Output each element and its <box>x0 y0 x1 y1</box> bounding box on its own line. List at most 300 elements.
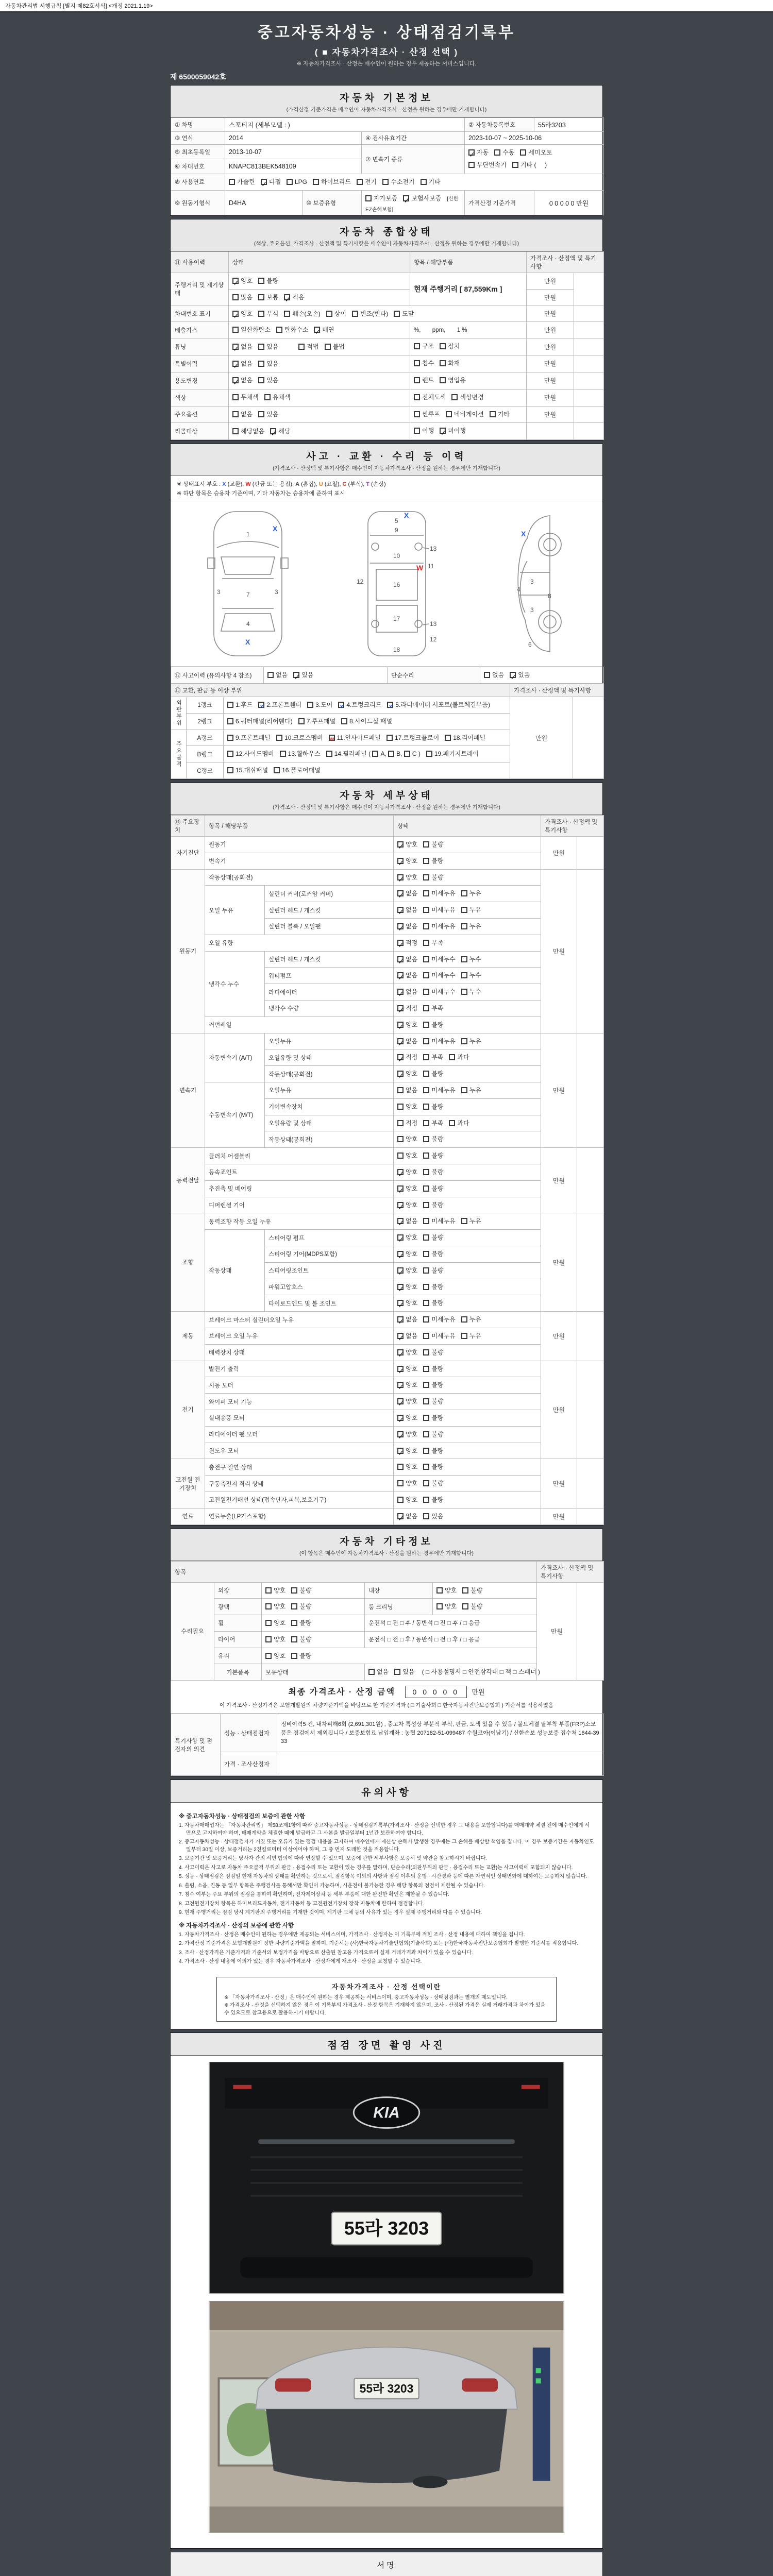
checkbox[interactable] <box>423 1218 429 1224</box>
checkbox[interactable] <box>291 1620 297 1626</box>
checkbox-option[interactable] <box>414 341 434 353</box>
checkbox-option[interactable] <box>484 669 504 681</box>
checkbox-option[interactable] <box>423 1396 443 1408</box>
checkbox[interactable] <box>423 1464 429 1470</box>
checkbox[interactable] <box>397 923 404 929</box>
checkbox[interactable] <box>397 1251 404 1257</box>
checkbox-option[interactable] <box>423 1036 455 1047</box>
checkbox-option[interactable] <box>423 1297 443 1309</box>
checkbox[interactable] <box>313 179 319 185</box>
checkbox[interactable] <box>414 360 420 366</box>
checkbox[interactable] <box>461 907 467 913</box>
checkbox-option[interactable] <box>314 324 334 336</box>
checkbox-option[interactable] <box>397 1068 417 1080</box>
checkbox-option[interactable] <box>461 888 481 900</box>
checkbox[interactable] <box>512 162 518 168</box>
checkbox[interactable] <box>276 735 282 741</box>
checkbox-option[interactable] <box>397 954 417 965</box>
checkbox-option[interactable] <box>232 358 253 370</box>
checkbox[interactable] <box>440 377 446 383</box>
checkbox[interactable] <box>423 923 429 929</box>
checkbox[interactable] <box>414 343 420 349</box>
checkbox[interactable] <box>494 149 500 156</box>
checkbox-option[interactable]: 14.필러패널 ( A, B, C ) <box>326 748 421 760</box>
checkbox[interactable] <box>423 890 429 896</box>
checkbox[interactable] <box>265 1636 272 1642</box>
checkbox[interactable] <box>326 751 332 757</box>
checkbox-option[interactable] <box>512 159 547 172</box>
checkbox[interactable] <box>232 428 239 434</box>
checkbox-option[interactable] <box>326 308 346 320</box>
checkbox[interactable] <box>232 361 239 367</box>
checkbox-option[interactable] <box>423 839 443 851</box>
checkbox[interactable] <box>423 1448 429 1454</box>
checkbox[interactable] <box>265 1587 272 1594</box>
checkbox-option[interactable] <box>258 409 278 420</box>
checkbox-option[interactable] <box>423 937 443 949</box>
checkbox-option[interactable] <box>397 1314 417 1326</box>
checkbox-option[interactable] <box>394 1666 414 1678</box>
checkbox[interactable] <box>291 1587 297 1594</box>
checkbox-option[interactable] <box>270 426 290 437</box>
checkbox-option[interactable] <box>291 1650 311 1662</box>
checkbox-option[interactable] <box>232 275 253 287</box>
checkbox[interactable] <box>462 1587 468 1594</box>
checkbox[interactable] <box>388 751 394 757</box>
checkbox[interactable] <box>325 344 331 350</box>
checkbox-option[interactable] <box>280 748 321 760</box>
checkbox-option[interactable] <box>232 324 271 336</box>
checkbox[interactable] <box>423 940 429 946</box>
checkbox-option[interactable] <box>397 1265 417 1277</box>
checkbox-option[interactable] <box>461 1036 481 1047</box>
checkbox[interactable] <box>387 702 393 708</box>
checkbox[interactable] <box>382 179 389 185</box>
checkbox-option[interactable] <box>382 176 414 189</box>
checkbox-option[interactable] <box>232 409 253 420</box>
checkbox[interactable] <box>397 1185 404 1192</box>
checkbox[interactable] <box>232 411 239 417</box>
checkbox-option[interactable] <box>298 716 335 727</box>
checkbox-option[interactable] <box>298 341 318 353</box>
checkbox[interactable] <box>397 1464 404 1470</box>
checkbox-option[interactable] <box>397 1183 417 1195</box>
checkbox-option[interactable] <box>264 392 291 403</box>
checkbox[interactable] <box>397 1513 404 1519</box>
checkbox-option[interactable] <box>397 1494 417 1506</box>
checkbox-option[interactable] <box>423 1379 443 1391</box>
checkbox-option[interactable] <box>397 1461 417 1473</box>
checkbox-option[interactable] <box>423 986 455 998</box>
checkbox-option[interactable] <box>397 1330 417 1342</box>
checkbox[interactable] <box>397 1218 404 1224</box>
checkbox-option[interactable] <box>461 986 481 998</box>
checkbox-option[interactable] <box>423 921 455 933</box>
checkbox[interactable] <box>291 1636 297 1642</box>
checkbox[interactable] <box>276 327 282 333</box>
checkbox[interactable] <box>258 294 264 300</box>
checkbox-option[interactable] <box>461 970 481 981</box>
checkbox[interactable] <box>423 956 429 962</box>
checkbox[interactable] <box>423 1300 429 1306</box>
checkbox-option[interactable] <box>287 176 307 189</box>
checkbox[interactable] <box>270 428 276 434</box>
checkbox-option[interactable] <box>414 375 434 387</box>
checkbox-option[interactable] <box>414 425 434 437</box>
checkbox[interactable] <box>440 360 446 366</box>
checkbox-option[interactable] <box>397 1003 417 1014</box>
checkbox[interactable] <box>397 1448 404 1454</box>
checkbox-option[interactable] <box>423 1166 443 1178</box>
checkbox[interactable] <box>267 672 274 678</box>
checkbox-option[interactable] <box>414 409 440 421</box>
checkbox[interactable] <box>287 179 293 185</box>
checkbox-option[interactable] <box>291 1617 311 1629</box>
checkbox[interactable] <box>414 394 420 400</box>
checkbox[interactable] <box>446 411 452 417</box>
checkbox-option[interactable] <box>423 1183 443 1195</box>
checkbox-option[interactable] <box>423 1363 443 1375</box>
checkbox-option[interactable] <box>258 292 278 303</box>
checkbox-option[interactable] <box>461 1314 481 1326</box>
checkbox[interactable] <box>423 972 429 978</box>
checkbox-option[interactable] <box>468 147 489 159</box>
checkbox-option[interactable] <box>423 1281 443 1293</box>
checkbox-option[interactable] <box>462 1601 482 1613</box>
checkbox-option[interactable] <box>265 1601 285 1613</box>
checkbox-option[interactable] <box>423 1215 455 1227</box>
checkbox-option[interactable] <box>368 1666 389 1678</box>
checkbox[interactable] <box>298 718 305 724</box>
checkbox[interactable] <box>397 1398 404 1404</box>
checkbox[interactable] <box>451 394 458 400</box>
checkbox[interactable] <box>423 1513 429 1519</box>
checkbox-option[interactable] <box>510 669 530 681</box>
checkbox-option[interactable] <box>258 275 278 287</box>
checkbox[interactable] <box>397 1431 404 1437</box>
checkbox[interactable] <box>421 179 427 185</box>
checkbox-option[interactable] <box>397 970 417 981</box>
checkbox-option[interactable] <box>394 308 414 320</box>
checkbox[interactable] <box>258 702 264 708</box>
checkbox-option[interactable] <box>423 1314 455 1326</box>
checkbox[interactable] <box>264 394 271 400</box>
checkbox-option[interactable] <box>423 904 455 916</box>
checkbox-option[interactable] <box>423 1133 443 1145</box>
checkbox-option[interactable] <box>397 1052 417 1063</box>
checkbox-option[interactable] <box>267 669 288 681</box>
checkbox-option[interactable] <box>313 176 351 189</box>
checkbox[interactable] <box>423 1120 429 1126</box>
checkbox-option[interactable] <box>227 732 271 744</box>
checkbox-option[interactable] <box>436 1601 457 1613</box>
checkbox-option[interactable] <box>462 1585 482 1597</box>
checkbox[interactable] <box>338 702 344 708</box>
checkbox[interactable] <box>229 179 235 185</box>
checkbox-option[interactable] <box>423 872 443 884</box>
checkbox-option[interactable] <box>423 1461 443 1473</box>
checkbox[interactable] <box>423 1251 429 1257</box>
checkbox-option[interactable] <box>227 765 268 776</box>
checkbox[interactable] <box>461 1038 467 1044</box>
checkbox[interactable] <box>423 1022 429 1028</box>
checkbox-option[interactable] <box>265 1650 285 1662</box>
checkbox[interactable] <box>397 1038 404 1044</box>
checkbox[interactable] <box>232 327 239 333</box>
checkbox[interactable] <box>423 1087 429 1093</box>
checkbox-option[interactable] <box>265 1617 285 1629</box>
checkbox[interactable] <box>274 767 280 773</box>
checkbox[interactable] <box>414 428 420 434</box>
checkbox-option[interactable] <box>232 392 259 403</box>
checkbox[interactable] <box>423 1366 429 1372</box>
checkbox[interactable] <box>227 751 233 757</box>
checkbox-option[interactable] <box>232 341 253 353</box>
checkbox[interactable] <box>461 1333 467 1339</box>
checkbox[interactable] <box>291 1603 297 1609</box>
checkbox[interactable] <box>232 377 239 383</box>
checkbox[interactable] <box>423 907 429 913</box>
checkbox[interactable] <box>397 1005 404 1011</box>
checkbox[interactable] <box>510 672 516 678</box>
checkbox[interactable] <box>397 874 404 880</box>
checkbox-option[interactable] <box>440 358 460 370</box>
checkbox-option[interactable] <box>307 699 332 711</box>
checkbox-option[interactable] <box>258 341 278 353</box>
checkbox[interactable] <box>397 1366 404 1372</box>
checkbox-option[interactable] <box>397 1429 417 1440</box>
checkbox[interactable] <box>397 1300 404 1306</box>
checkbox[interactable] <box>423 1136 429 1142</box>
checkbox[interactable] <box>329 735 335 741</box>
checkbox[interactable] <box>372 751 378 757</box>
checkbox-option[interactable] <box>397 839 417 851</box>
checkbox[interactable] <box>397 972 404 978</box>
checkbox[interactable] <box>423 1382 429 1388</box>
checkbox-option[interactable] <box>258 699 301 711</box>
checkbox[interactable] <box>461 890 467 896</box>
checkbox[interactable] <box>445 735 451 741</box>
checkbox-option[interactable] <box>397 1379 417 1391</box>
checkbox-option[interactable] <box>461 904 481 916</box>
checkbox[interactable] <box>426 751 432 757</box>
checkbox-option[interactable] <box>291 1634 311 1646</box>
checkbox[interactable] <box>397 858 404 864</box>
checkbox[interactable] <box>397 1349 404 1355</box>
checkbox-option[interactable] <box>423 1052 443 1063</box>
checkbox[interactable] <box>423 874 429 880</box>
checkbox[interactable] <box>423 1398 429 1404</box>
checkbox-option[interactable] <box>423 1019 443 1031</box>
checkbox[interactable] <box>423 1267 429 1274</box>
checkbox[interactable] <box>423 1284 429 1290</box>
checkbox-option[interactable] <box>520 147 552 159</box>
checkbox-option[interactable] <box>423 1347 443 1359</box>
checkbox[interactable] <box>284 311 290 317</box>
checkbox[interactable] <box>397 956 404 962</box>
checkbox-option[interactable] <box>232 292 253 303</box>
checkbox-option[interactable] <box>440 375 466 387</box>
checkbox[interactable] <box>397 1071 404 1077</box>
checkbox[interactable] <box>258 411 264 417</box>
checkbox[interactable] <box>341 718 347 724</box>
checkbox-option[interactable] <box>494 147 514 159</box>
checkbox[interactable] <box>461 923 467 929</box>
checkbox[interactable] <box>461 1316 467 1323</box>
checkbox-option[interactable] <box>397 1084 417 1096</box>
checkbox-option[interactable] <box>423 1248 443 1260</box>
checkbox-option[interactable] <box>265 1585 285 1597</box>
checkbox-option[interactable] <box>423 1199 443 1211</box>
checkbox-option[interactable] <box>397 1215 417 1227</box>
checkbox[interactable] <box>423 1104 429 1110</box>
checkbox-option[interactable] <box>461 1084 481 1096</box>
checkbox[interactable] <box>423 858 429 864</box>
checkbox-option[interactable] <box>461 1215 481 1227</box>
checkbox-option[interactable] <box>440 341 460 353</box>
checkbox-option[interactable] <box>397 1166 417 1178</box>
checkbox[interactable] <box>423 1005 429 1011</box>
checkbox-option[interactable] <box>440 425 466 437</box>
checkbox[interactable] <box>423 1415 429 1421</box>
checkbox[interactable] <box>397 1480 404 1486</box>
checkbox-option[interactable] <box>397 1412 417 1424</box>
checkbox-option[interactable] <box>461 921 481 933</box>
checkbox[interactable] <box>397 1333 404 1339</box>
checkbox[interactable] <box>520 149 526 156</box>
checkbox-option[interactable] <box>423 1232 443 1244</box>
checkbox[interactable] <box>386 735 393 741</box>
checkbox-option[interactable] <box>446 409 484 421</box>
checkbox-option[interactable] <box>232 426 264 437</box>
checkbox-option[interactable] <box>291 1585 311 1597</box>
checkbox-option[interactable] <box>423 1265 443 1277</box>
checkbox[interactable] <box>232 394 239 400</box>
checkbox-option[interactable] <box>414 392 446 404</box>
checkbox-option[interactable] <box>397 1511 417 1522</box>
checkbox[interactable] <box>227 718 233 724</box>
checkbox[interactable] <box>449 1120 455 1126</box>
checkbox[interactable] <box>284 294 290 300</box>
checkbox[interactable] <box>397 940 404 946</box>
checkbox-option[interactable] <box>227 699 253 711</box>
checkbox[interactable] <box>436 1587 443 1594</box>
checkbox[interactable] <box>397 1202 404 1208</box>
checkbox[interactable] <box>423 989 429 995</box>
checkbox[interactable] <box>280 751 286 757</box>
checkbox-option[interactable] <box>357 176 377 189</box>
checkbox-option[interactable] <box>397 921 417 933</box>
checkbox-option[interactable] <box>397 904 417 916</box>
checkbox-option[interactable] <box>261 176 281 189</box>
checkbox[interactable] <box>227 767 233 773</box>
checkbox[interactable] <box>423 1038 429 1044</box>
checkbox[interactable] <box>397 1267 404 1274</box>
checkbox-option[interactable] <box>338 699 381 711</box>
checkbox-option[interactable] <box>397 937 417 949</box>
checkbox-option[interactable] <box>449 1052 469 1063</box>
checkbox[interactable] <box>397 1153 404 1159</box>
checkbox-option[interactable] <box>449 1117 469 1129</box>
checkbox[interactable] <box>291 1653 297 1659</box>
checkbox-option[interactable] <box>423 1429 443 1440</box>
checkbox-option[interactable] <box>397 1232 417 1244</box>
checkbox[interactable] <box>423 1153 429 1159</box>
checkbox-option[interactable] <box>325 341 345 353</box>
checkbox[interactable] <box>365 195 372 201</box>
checkbox-option[interactable] <box>397 1117 417 1129</box>
checkbox[interactable] <box>397 1022 404 1028</box>
checkbox[interactable] <box>461 1218 467 1224</box>
checkbox-option[interactable] <box>397 1248 417 1260</box>
checkbox-option[interactable] <box>445 732 485 744</box>
checkbox[interactable] <box>397 841 404 848</box>
checkbox-option[interactable] <box>451 392 483 404</box>
checkbox[interactable] <box>314 327 320 333</box>
checkbox[interactable] <box>357 179 363 185</box>
checkbox-option[interactable] <box>227 748 274 760</box>
checkbox[interactable] <box>352 311 358 317</box>
checkbox[interactable] <box>490 411 496 417</box>
checkbox-option[interactable] <box>265 1634 285 1646</box>
checkbox[interactable] <box>397 1087 404 1093</box>
checkbox[interactable] <box>232 278 239 284</box>
checkbox[interactable] <box>423 1054 429 1060</box>
checkbox-option[interactable] <box>227 716 293 727</box>
checkbox[interactable] <box>403 195 409 201</box>
checkbox[interactable] <box>414 377 420 383</box>
checkbox[interactable] <box>397 1497 404 1503</box>
checkbox-option[interactable] <box>276 732 323 744</box>
checkbox-option[interactable] <box>397 1199 417 1211</box>
checkbox[interactable] <box>423 1234 429 1241</box>
checkbox[interactable] <box>423 1480 429 1486</box>
checkbox[interactable] <box>397 989 404 995</box>
checkbox[interactable] <box>449 1054 455 1060</box>
checkbox-option[interactable] <box>329 732 381 744</box>
checkbox[interactable] <box>397 1120 404 1126</box>
checkbox[interactable] <box>258 278 264 284</box>
checkbox-option[interactable] <box>397 1133 417 1145</box>
checkbox[interactable] <box>423 1431 429 1437</box>
checkbox-option[interactable] <box>423 1101 443 1113</box>
checkbox[interactable] <box>397 1316 404 1323</box>
checkbox-option[interactable] <box>397 1150 417 1162</box>
checkbox[interactable] <box>397 1054 404 1060</box>
checkbox-option[interactable] <box>397 1036 417 1047</box>
checkbox[interactable] <box>461 1087 467 1093</box>
checkbox[interactable] <box>258 344 264 350</box>
checkbox-option[interactable] <box>426 748 479 760</box>
checkbox[interactable] <box>265 1653 272 1659</box>
checkbox[interactable] <box>397 907 404 913</box>
checkbox[interactable] <box>404 751 410 757</box>
checkbox[interactable] <box>293 672 299 678</box>
checkbox-option[interactable] <box>423 855 443 867</box>
checkbox-option[interactable] <box>423 1494 443 1506</box>
checkbox[interactable] <box>423 1071 429 1077</box>
checkbox-option[interactable] <box>397 1445 417 1457</box>
checkbox[interactable] <box>232 344 239 350</box>
checkbox-option[interactable] <box>423 954 455 965</box>
checkbox[interactable] <box>440 343 446 349</box>
checkbox-option[interactable] <box>423 1511 443 1522</box>
checkbox-option[interactable] <box>421 176 441 189</box>
checkbox-option[interactable] <box>397 855 417 867</box>
checkbox-option[interactable] <box>397 1019 417 1031</box>
checkbox-option[interactable] <box>258 308 278 320</box>
checkbox[interactable] <box>468 162 475 168</box>
